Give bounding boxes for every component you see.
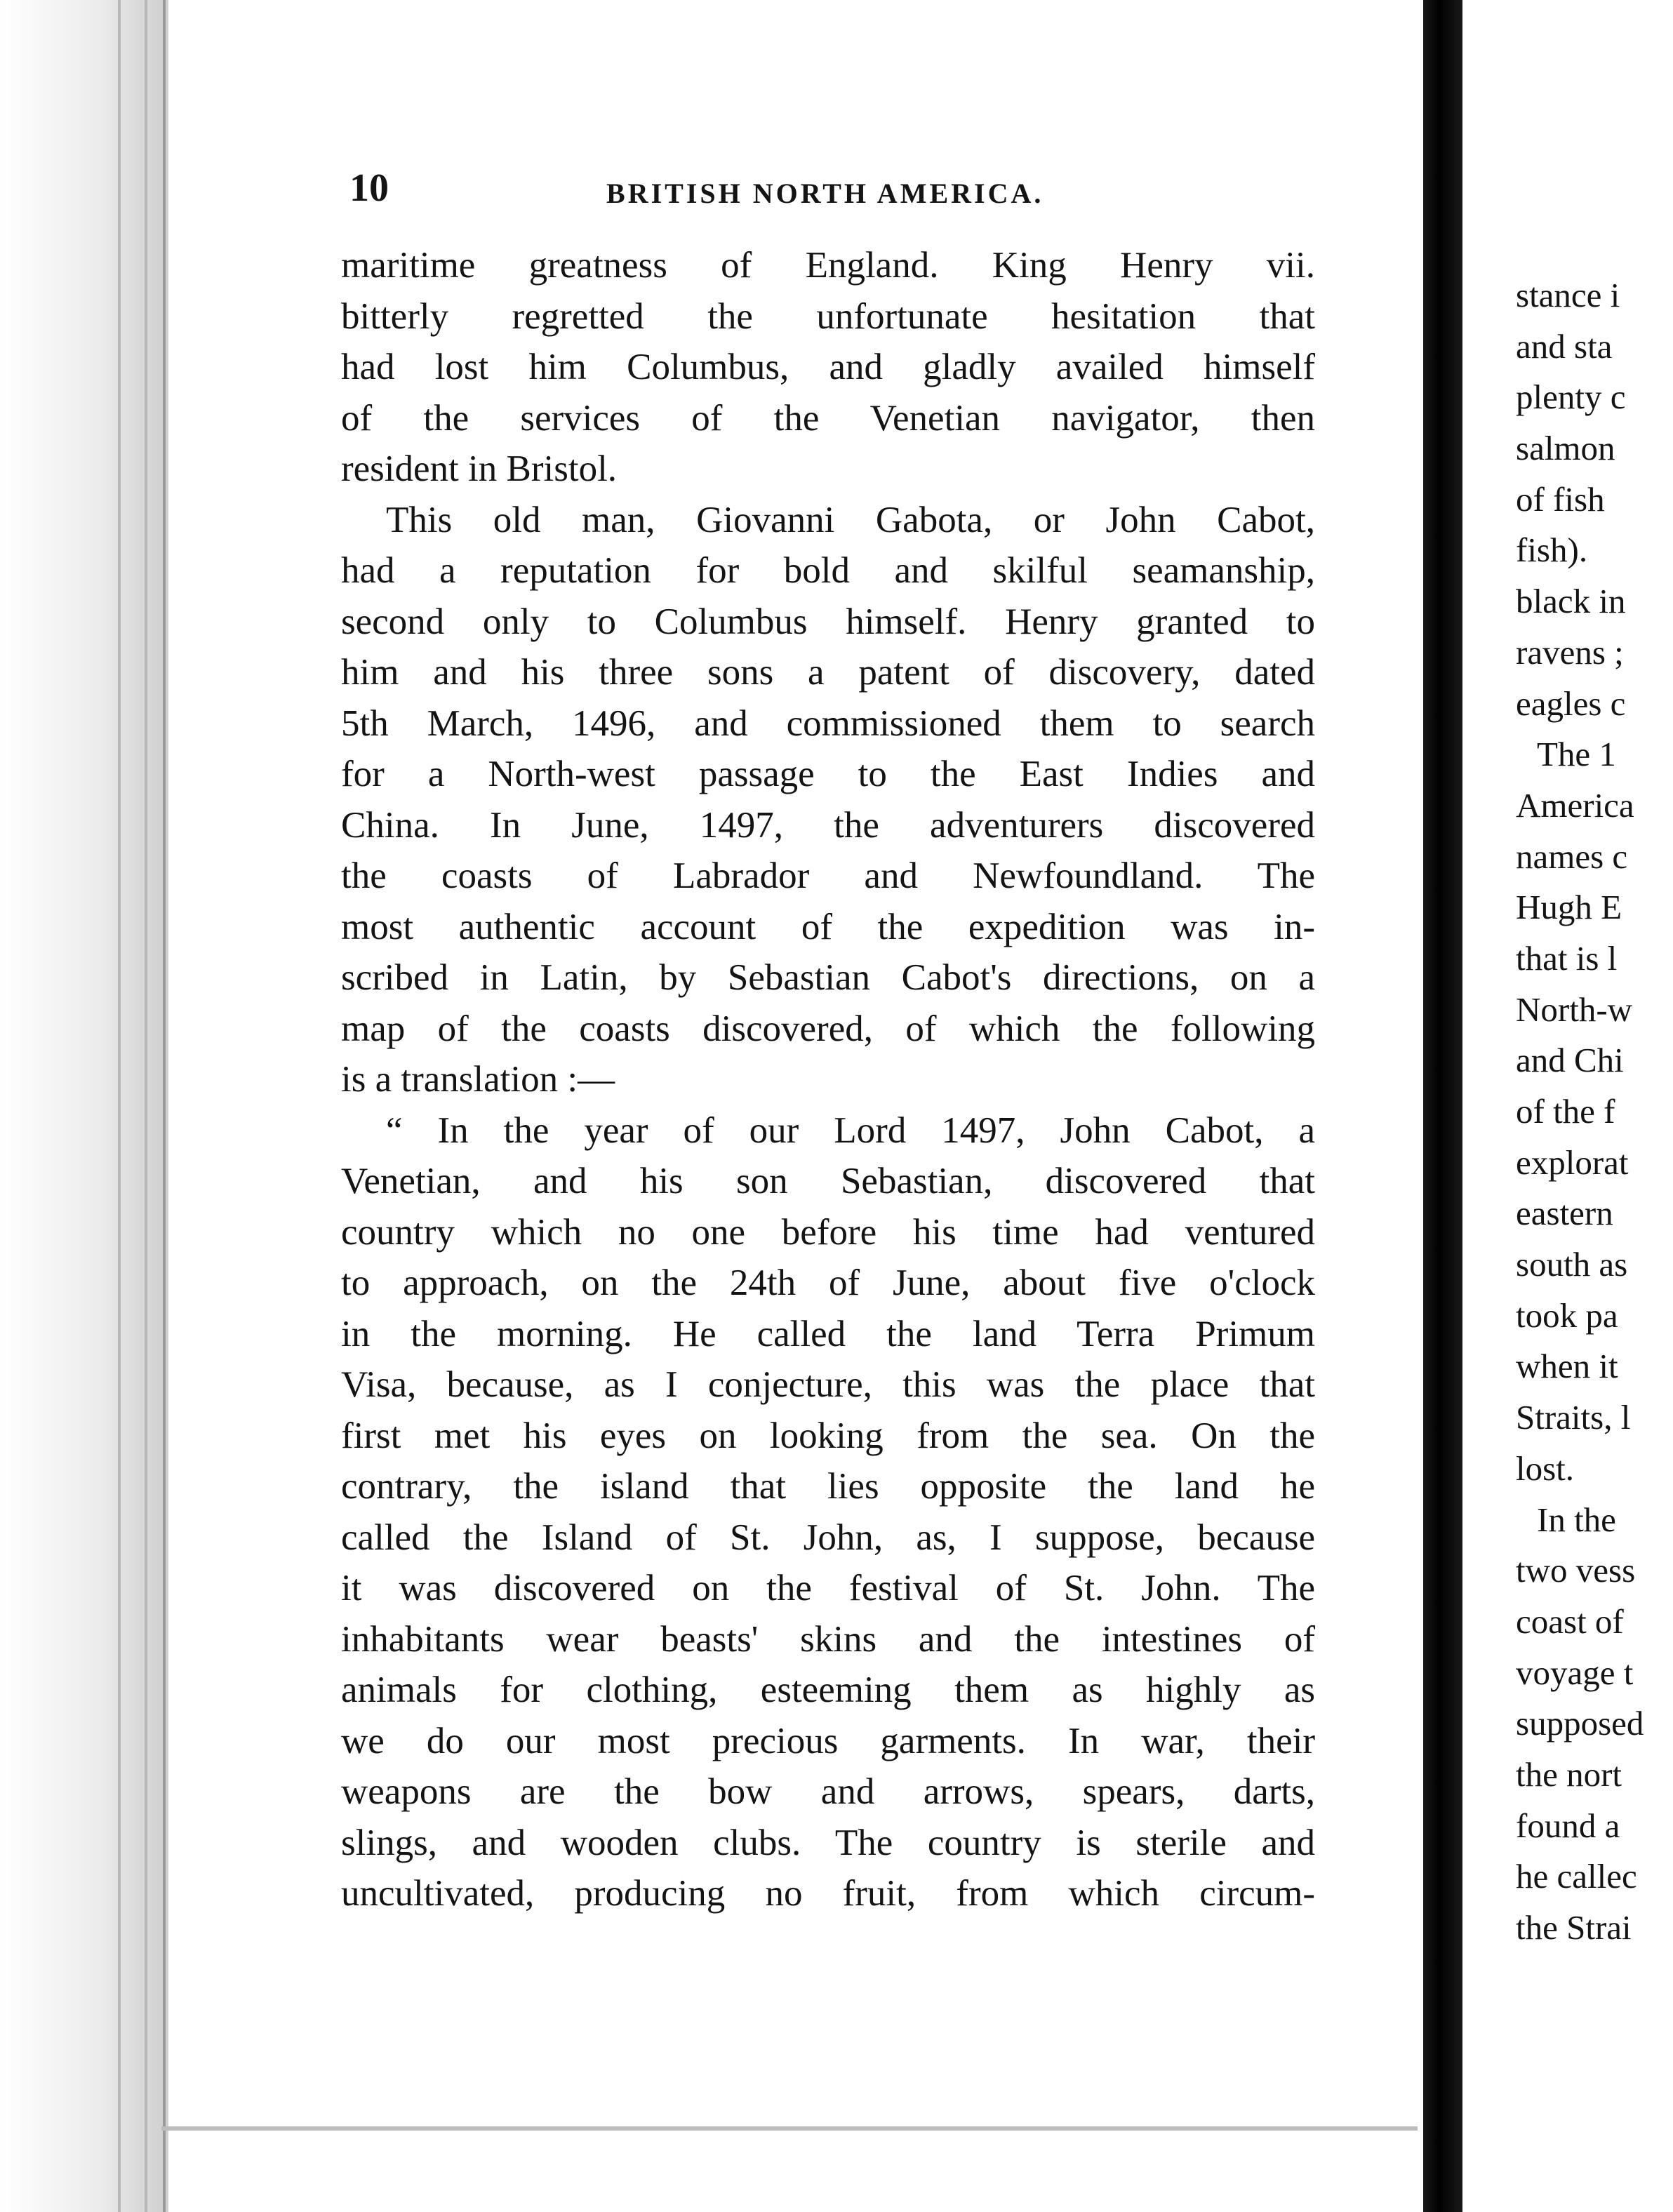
text-line: is a translation :— xyxy=(341,1059,615,1100)
text-line: Straits, l xyxy=(1516,1398,1631,1437)
text-line: resident in Bristol. xyxy=(341,448,618,489)
text-line: took pa xyxy=(1516,1295,1618,1335)
text-line: two vess xyxy=(1516,1551,1636,1590)
text-line: maritime greatness of England. King Henry vii. xyxy=(341,245,1315,286)
page-edge-line xyxy=(118,0,121,2212)
text-line: voyage t xyxy=(1516,1653,1634,1692)
text-line: scribed in Latin, by Sebastian Cabot's directions, on a xyxy=(341,957,1315,998)
text-line: map of the coasts discovered, of which the following xyxy=(341,1008,1315,1049)
text-line: south as xyxy=(1516,1245,1628,1284)
running-head: BRITISH NORTH AMERICA. xyxy=(606,178,1044,209)
text-line: had a reputation for bold and skilful seamanship, xyxy=(341,550,1315,591)
text-line: we do our most precious garments. In war, their xyxy=(341,1720,1315,1761)
text-line: and sta xyxy=(1516,326,1613,366)
text-line: salmon xyxy=(1516,429,1615,468)
text-line: eastern xyxy=(1516,1194,1613,1233)
text-line: of the f xyxy=(1516,1092,1615,1131)
text-line: most authentic account of the expedition was in- xyxy=(341,906,1315,947)
text-line: black in xyxy=(1516,582,1626,621)
text-line: called the Island of St. John, as, I suppose, because xyxy=(341,1517,1315,1558)
text-line: the coasts of Labrador and Newfoundland. The xyxy=(341,855,1315,896)
page-edge-line xyxy=(145,0,147,2212)
page-bottom-edge xyxy=(161,2126,1418,2131)
text-line: slings, and wooden clubs. The country is sterile and xyxy=(341,1822,1315,1863)
text-line: In the xyxy=(1537,1500,1616,1539)
text-line: coast of xyxy=(1516,1601,1624,1641)
text-line: to approach, on the 24th of June, about five o'clock xyxy=(341,1262,1315,1303)
left-page-body-text xyxy=(341,240,1315,1919)
text-line: it was discovered on the festival of St. John. The xyxy=(341,1568,1315,1608)
text-line: contrary, the island that lies opposite the land he xyxy=(341,1466,1315,1507)
text-line: inhabitants wear beasts' skins and the intestines of xyxy=(341,1618,1315,1660)
text-line: lost. xyxy=(1516,1448,1575,1488)
text-line: North-w xyxy=(1516,990,1633,1029)
text-line: for a North-west passage to the East Indies and xyxy=(341,754,1315,794)
text-line: and Chi xyxy=(1516,1041,1624,1080)
text-line: Visa, because, as I conjecture, this was the place that xyxy=(341,1364,1315,1405)
text-line: 5th March, 1496, and commissioned them to search xyxy=(341,702,1315,744)
text-line: China. In June, 1497, the adventurers discovered xyxy=(341,804,1315,846)
page-edge-line xyxy=(163,0,166,2212)
text-line: in the morning. He called the land Terra Primum xyxy=(341,1313,1315,1354)
text-line: him and his three sons a patent of discovery, dated xyxy=(341,652,1315,693)
text-line: country which no one before his time had ventured xyxy=(341,1211,1315,1253)
text-line: supposed xyxy=(1516,1704,1644,1743)
text-line: second only to Columbus himself. Henry granted to xyxy=(341,601,1315,642)
text-line: America xyxy=(1516,785,1634,825)
book-gutter xyxy=(1423,0,1462,2212)
text-line: that is l xyxy=(1516,938,1618,978)
text-line: names c xyxy=(1516,837,1628,876)
text-line: he callec xyxy=(1516,1857,1637,1896)
text-line: Venetian, and his son Sebastian, discovered that xyxy=(341,1161,1315,1201)
text-line: uncultivated, producing no fruit, from which circum- xyxy=(341,1873,1315,1914)
text-line: of fish xyxy=(1516,479,1605,519)
page-number: 10 xyxy=(349,166,389,210)
text-line: “ In the year of our Lord 1497, John Cabot, a xyxy=(386,1110,1315,1151)
text-line: of the services of the Venetian navigator, then xyxy=(341,397,1315,439)
text-line: first met his eyes on looking from the sea. On the xyxy=(341,1415,1315,1456)
text-line: found a xyxy=(1516,1806,1620,1845)
text-line: eagles c xyxy=(1516,684,1626,723)
text-line: the Strai xyxy=(1516,1908,1632,1947)
text-line: ravens ; xyxy=(1516,632,1624,672)
text-line: stance i xyxy=(1516,276,1620,314)
text-line: the nort xyxy=(1516,1754,1622,1794)
text-line: bitterly regretted the unfortunate hesitation that xyxy=(341,295,1315,337)
text-line: had lost him Columbus, and gladly availed himself xyxy=(341,347,1315,387)
text-line: animals for clothing, esteeming them as highly as xyxy=(341,1670,1315,1710)
text-line: plenty c xyxy=(1516,378,1626,417)
text-line: This old man, Giovanni Gabota, or John Cabot, xyxy=(386,499,1315,540)
text-line: fish). xyxy=(1516,531,1588,570)
text-line: explorat xyxy=(1516,1142,1629,1182)
text-line: Hugh E xyxy=(1516,888,1622,927)
right-page-fragment-text xyxy=(1516,270,1673,1954)
text-line: weapons are the bow and arrows, spears, darts, xyxy=(341,1771,1315,1812)
text-line: The 1 xyxy=(1537,735,1616,774)
text-line: when it xyxy=(1516,1347,1618,1386)
